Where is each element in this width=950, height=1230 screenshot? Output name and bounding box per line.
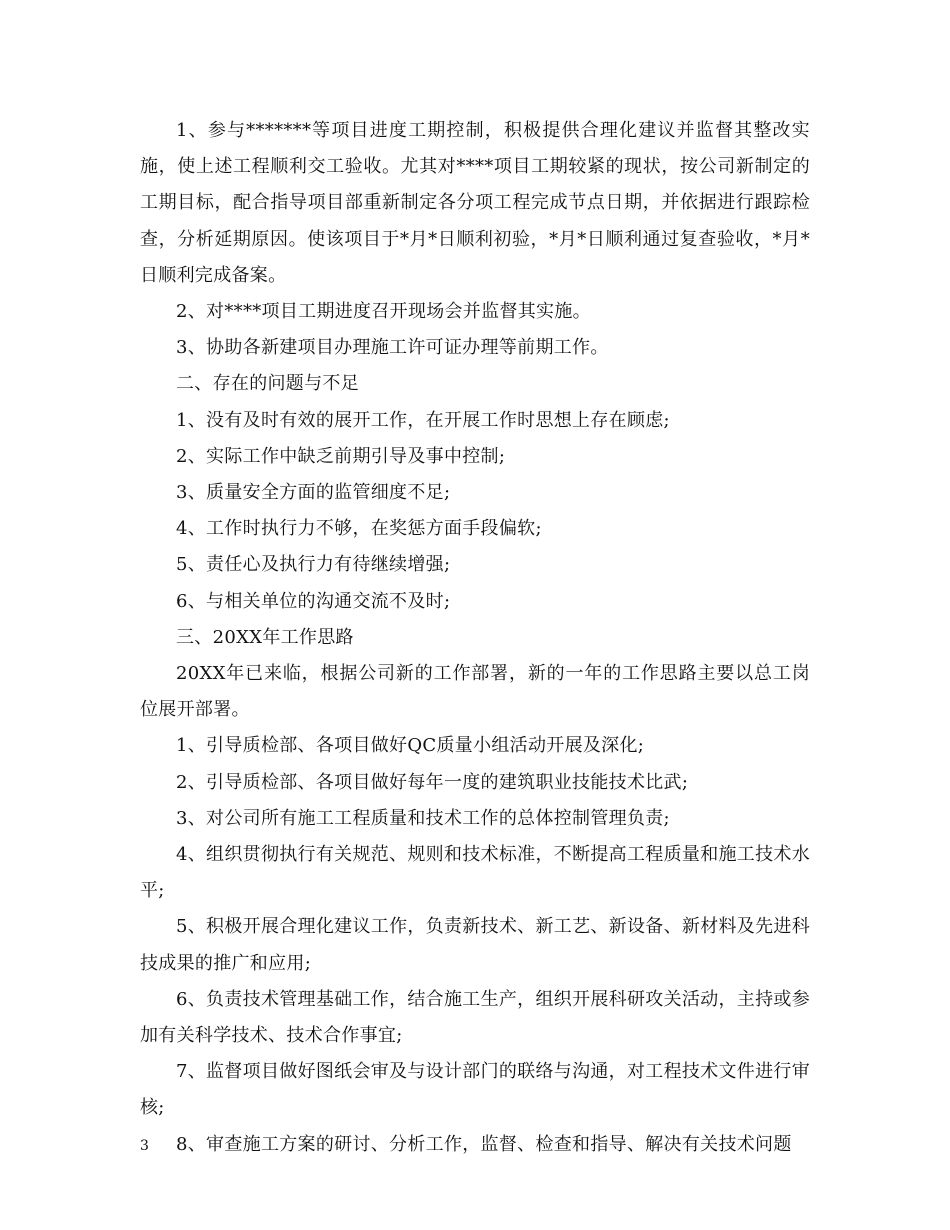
paragraph: 20XX年已来临，根据公司新的工作部署，新的一年的工作思路主要以总工岗位展开部署。 xyxy=(140,663,810,721)
section-heading: 三、20XX年工作思路 xyxy=(176,626,354,648)
paragraph: 5、积极开展合理化建议工作，负责新技术、新工艺、新设备、新材料及先进科技成果的推广和应用; xyxy=(140,916,810,974)
paragraph: 4、组织贯彻执行有关规范、规则和技术标准，不断提高工程质量和施工技术水平; xyxy=(140,844,810,902)
paragraph: 2、对****项目工期进度召开现场会并监督其实施。 xyxy=(176,301,591,323)
paragraph: 2、实际工作中缺乏前期引导及事中控制; xyxy=(176,445,506,467)
paragraph: 1、没有及时有效的展开工作，在开展工作时思想上存在顾虑; xyxy=(176,409,670,431)
paragraph: 5、责任心及执行力有待继续增强; xyxy=(176,554,451,576)
paragraph: 7、监督项目做好图纸会审及与设计部门的联络与沟通，对工程技术文件进行审核; xyxy=(140,1061,810,1119)
paragraph: 1、参与*******等项目进度工期控制，积极提供合理化建议并监督其整改实施，使上述工程顺利交工验收。尤其对****项目工期较紧的现状，按公司新制定的工期目标，配合指导项目部重新制定各分项工程完成节点日期，并依据进行跟踪检查，分析延期原因。使该项目于*月*日顺利初验，*月*日顺利通过复查验收，*月*日顺利完成备案。 xyxy=(140,120,810,286)
section-heading: 二、存在的问题与不足 xyxy=(176,373,359,395)
page-number: 3 xyxy=(140,1138,149,1154)
paragraph: 2、引导质检部、各项目做好每年一度的建筑职业技能技术比武; xyxy=(176,771,689,793)
paragraph: 1、引导质检部、各项目做好QC质量小组活动开展及深化; xyxy=(176,735,645,757)
paragraph: 8、审查施工方案的研讨、分析工作，监督、检查和指导、解决有关技术问题 xyxy=(176,1133,792,1155)
paragraph: 6、负责技术管理基础工作，结合施工生产，组织开展科研攻关活动，主持或参加有关科学技术、技术合作事宜; xyxy=(140,988,810,1047)
paragraph: 3、质量安全方面的监管细度不足; xyxy=(176,482,451,504)
paragraph: 4、工作时执行力不够，在奖惩方面手段偏软; xyxy=(176,518,542,540)
body-text xyxy=(140,113,810,1163)
paragraph: 3、对公司所有施工工程质量和技术工作的总体控制管理负责; xyxy=(176,807,670,829)
paragraph: 6、与相关单位的沟通交流不及时; xyxy=(176,590,451,612)
paragraph: 3、协助各新建项目办理施工许可证办理等前期工作。 xyxy=(176,337,609,359)
